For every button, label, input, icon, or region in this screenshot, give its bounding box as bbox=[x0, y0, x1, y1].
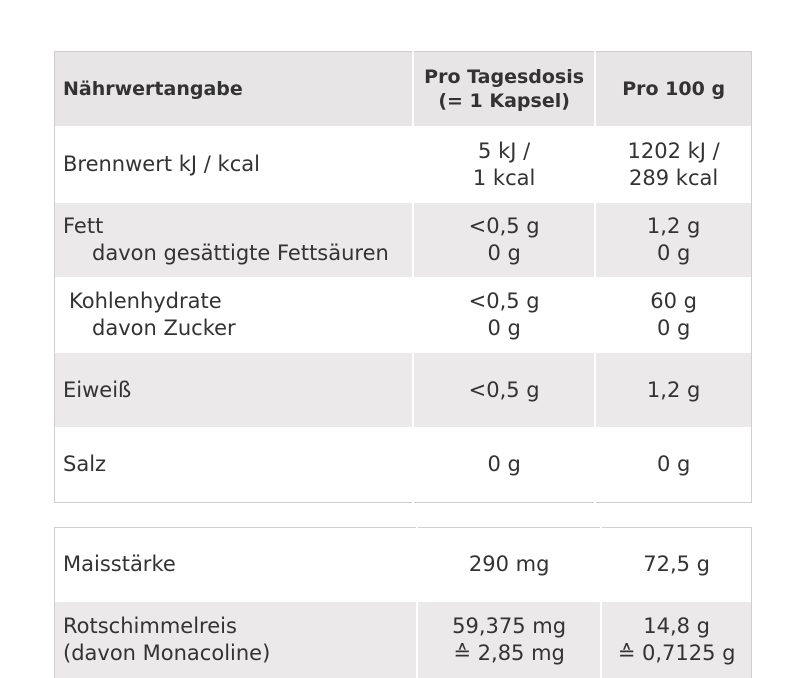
table-row bbox=[55, 427, 752, 502]
protein-per-dose: <0,5 g bbox=[413, 353, 595, 427]
energy-per-dose bbox=[413, 126, 595, 203]
red-yeast-rice-label: Rotschimmelreis bbox=[63, 613, 237, 638]
fat-per-100g bbox=[595, 203, 751, 277]
fat-label: Fett bbox=[63, 214, 104, 238]
monacolins-per-dose-value: ≙ 2,85 mg bbox=[453, 640, 565, 665]
saturated-fat-per-dose-value: 0 g bbox=[487, 241, 521, 265]
row-label-corn-starch: Maisstärke bbox=[55, 528, 418, 602]
table-row bbox=[55, 203, 752, 277]
saturated-fat-per-100g-value: 0 g bbox=[656, 241, 691, 265]
salt-per-100g: 0 g bbox=[595, 427, 751, 502]
red-yeast-rice-per-dose-value: 59,375 mg bbox=[452, 613, 567, 638]
red-yeast-rice-per-dose bbox=[417, 602, 601, 678]
sugar-per-dose-value: 0 g bbox=[487, 316, 521, 340]
salt-per-dose: 0 g bbox=[413, 427, 595, 502]
red-yeast-rice-per-100g-value: 14,8 g bbox=[643, 613, 711, 638]
sugar-label: davon Zucker bbox=[92, 316, 236, 340]
carbohydrates-per-dose bbox=[413, 277, 595, 353]
carbohydrates-per-100g bbox=[595, 277, 751, 353]
red-yeast-rice-per-100g bbox=[601, 602, 751, 678]
row-label-carbohydrates bbox=[55, 277, 414, 353]
table-header-row bbox=[55, 52, 752, 127]
sugar-per-100g-value: 0 g bbox=[656, 316, 691, 340]
header-per-100g: Pro 100 g bbox=[595, 52, 751, 127]
table-row bbox=[55, 528, 752, 602]
carbohydrates-per-dose-value: <0,5 g bbox=[468, 289, 540, 313]
carbohydrates-per-100g-value: 60 g bbox=[650, 289, 697, 313]
row-label-energy: Brennwert kJ / kcal bbox=[55, 126, 414, 203]
saturated-fat-label: davon gesättigte Fettsäuren bbox=[92, 241, 389, 265]
monacolins-label: (davon Monacoline) bbox=[63, 640, 271, 665]
table-row bbox=[55, 277, 752, 353]
energy-per-100g-kj: 1202 kJ / bbox=[627, 138, 720, 163]
nutrition-table bbox=[54, 51, 752, 503]
fat-per-100g-value: 1,2 g bbox=[646, 214, 701, 238]
row-label-salt: Salz bbox=[55, 427, 414, 502]
header-nutrition-facts: Nährwertangabe bbox=[55, 52, 414, 127]
header-per-daily-dose-line2: (= 1 Kapsel) bbox=[438, 90, 570, 112]
monacolins-per-100g-value: ≙ 0,7125 g bbox=[617, 640, 736, 665]
header-per-daily-dose-line1: Pro Tagesdosis bbox=[424, 66, 585, 88]
table-row bbox=[55, 126, 752, 203]
energy-per-100g bbox=[595, 126, 751, 203]
energy-per-100g-kcal: 289 kcal bbox=[629, 165, 719, 190]
table-row bbox=[55, 602, 752, 678]
corn-starch-per-dose: 290 mg bbox=[417, 528, 601, 602]
row-label-protein: Eiweiß bbox=[55, 353, 414, 427]
fat-per-dose bbox=[413, 203, 595, 277]
energy-per-dose-kj: 5 kJ / bbox=[478, 138, 531, 163]
protein-per-100g: 1,2 g bbox=[595, 353, 751, 427]
ingredients-table bbox=[54, 527, 752, 678]
fat-per-dose-value: <0,5 g bbox=[468, 214, 540, 238]
row-label-red-yeast-rice bbox=[55, 602, 418, 678]
table-row bbox=[55, 353, 752, 427]
corn-starch-per-100g: 72,5 g bbox=[601, 528, 751, 602]
energy-per-dose-kcal: 1 kcal bbox=[472, 165, 536, 190]
row-label-fat bbox=[55, 203, 414, 277]
header-per-daily-dose bbox=[413, 52, 595, 127]
carbohydrates-label: Kohlenhydrate bbox=[69, 289, 222, 313]
